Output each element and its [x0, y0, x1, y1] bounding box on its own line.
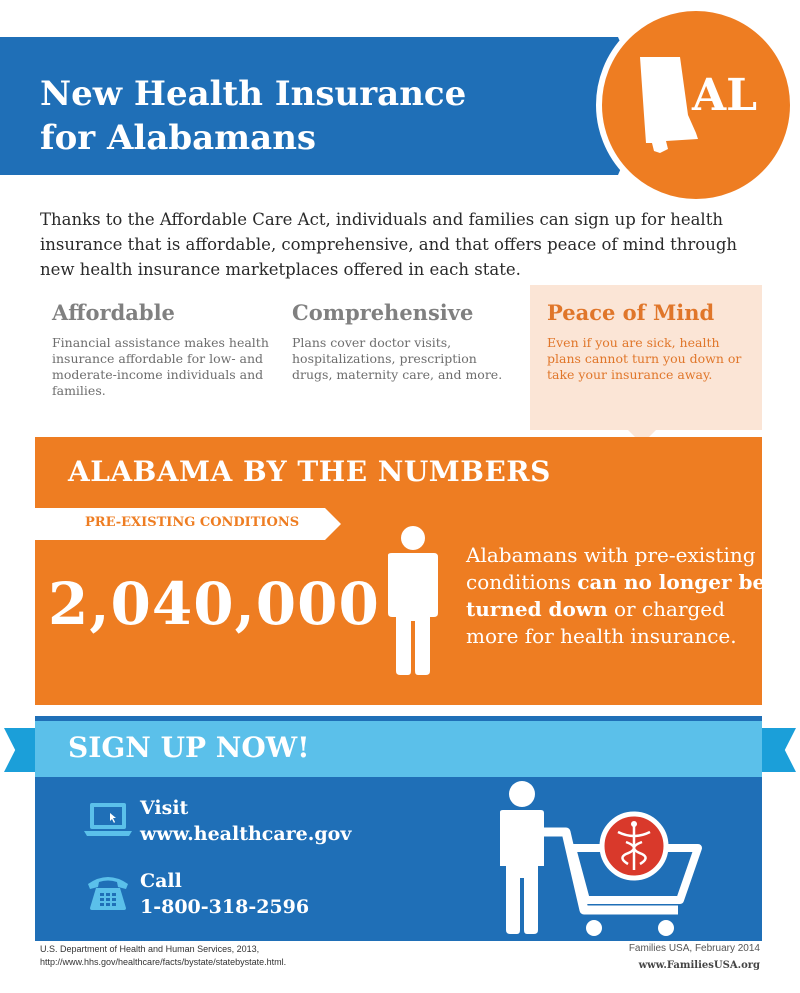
feature-comprehensive	[292, 300, 517, 383]
shopping-cart-person-icon	[494, 780, 704, 940]
pre-existing-tag-label: PRE-EXISTING CONDITIONS	[85, 515, 300, 530]
feature-text: Financial assistance makes health insurance affordable for low- and moderate-income individuals and families.	[52, 335, 269, 398]
signup-title: SIGN UP NOW!	[68, 731, 310, 764]
familiesusa-link[interactable]: www.FamiliesUSA.org	[638, 960, 760, 971]
intro-text: Thanks to the Affordable Care Act, individuals and families can sign up for health insurance that is affordable, comprehensive, and that offers peace of mind through new health insurance marketplaces offered in each state.	[40, 210, 738, 279]
healthcare-gov-link[interactable]: www.healthcare.gov	[140, 823, 352, 845]
phone-icon	[84, 872, 132, 912]
feature-peace-of-mind	[547, 300, 757, 383]
call-label: Call	[140, 870, 182, 892]
desc-part-1: Alabamans with pre-existing conditions	[466, 543, 756, 594]
title-line-2: for Alabamans	[40, 118, 317, 158]
feature-heading: Peace of Mind	[547, 300, 715, 325]
call-block	[140, 868, 309, 920]
feature-heading: Affordable	[52, 300, 175, 325]
laptop-icon	[84, 800, 132, 840]
source-line-1: U.S. Department of Health and Human Services, 2013,	[40, 944, 260, 954]
visit-block	[140, 795, 351, 847]
source-url[interactable]: http://www.hhs.gov/healthcare/facts/bystate/statebystate.html.	[40, 957, 287, 967]
title-line-1: New Health Insurance	[40, 74, 467, 114]
ribbon-tail-right	[756, 728, 796, 772]
footer-credit: Families USA, February 2014	[628, 943, 760, 954]
source-citation	[40, 943, 286, 969]
state-abbreviation: AL	[692, 70, 758, 121]
feature-affordable	[52, 300, 277, 399]
numbers-title: ALABAMA BY THE NUMBERS	[68, 455, 551, 488]
visit-label: Visit	[140, 797, 189, 819]
person-icon	[380, 525, 446, 675]
desc-part-2: or charged more for health insurance.	[466, 597, 737, 648]
feature-text: Plans cover doctor visits, hospitalizations, prescription drugs, maternity care, and more.	[292, 335, 503, 382]
page-title	[40, 72, 466, 160]
numbers-description	[466, 542, 766, 650]
pre-existing-count: 2,040,000	[48, 570, 380, 638]
feature-heading: Comprehensive	[292, 300, 474, 325]
phone-number-link[interactable]: 1-800-318-2596	[140, 896, 310, 918]
desc-bold: can no longer be turned down	[466, 570, 766, 621]
feature-text: Even if you are sick, health plans cannot turn you down or take your insurance away.	[547, 335, 742, 382]
